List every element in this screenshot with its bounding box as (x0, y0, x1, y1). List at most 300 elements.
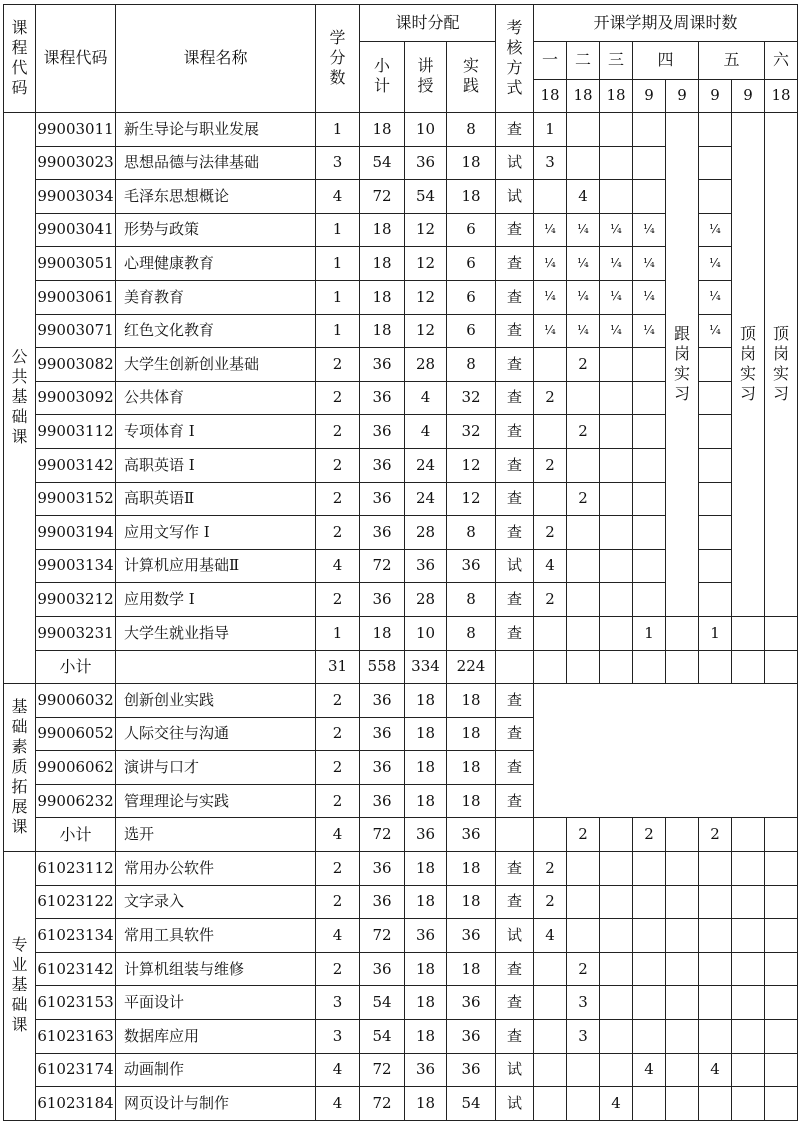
weeks-cell: 9 (633, 80, 666, 113)
course-code: 99003023 (36, 146, 116, 180)
semester-3-hours: ¼ (600, 247, 633, 281)
hours-practice: 12 (447, 482, 496, 516)
semester-5b-hours (732, 852, 765, 886)
section-label-public (4, 113, 36, 684)
semester-4b-hours (666, 885, 699, 919)
hours-lecture: 36 (405, 919, 447, 953)
semester-5a-hours: ¼ (699, 213, 732, 247)
hours-total: 18 (360, 213, 405, 247)
semester-4a-hours: ¼ (633, 280, 666, 314)
exam-type: 查 (496, 784, 534, 818)
hours-lecture: 18 (405, 852, 447, 886)
hours-total: 36 (360, 684, 405, 718)
header-name: 课程名称 (116, 5, 316, 113)
semester-2-hours: ¼ (567, 247, 600, 281)
semester-3-hours (600, 583, 633, 617)
course-name: 应用文写作 Ⅰ (116, 516, 316, 550)
section-label-major-text: 专业基础课 (11, 935, 28, 1035)
exam-type: 试 (496, 549, 534, 583)
hours-total: 36 (360, 751, 405, 785)
semester-2-hours: 2 (567, 482, 600, 516)
semester-3-hours (600, 919, 633, 953)
course-code: 61023142 (36, 952, 116, 986)
semester-4a-hours (633, 885, 666, 919)
hours-total: 36 (360, 516, 405, 550)
semester-6-hours (765, 1053, 798, 1087)
semester-2-hours (567, 146, 600, 180)
semester-4a-hours (633, 180, 666, 214)
semester-4a-hours (633, 146, 666, 180)
hours-practice: 36 (447, 549, 496, 583)
semester-5a-hours (699, 885, 732, 919)
hours-practice: 6 (447, 314, 496, 348)
header-exam: 考核方式 (496, 5, 534, 113)
course-name: 应用数学 Ⅰ (116, 583, 316, 617)
exam-type: 查 (496, 381, 534, 415)
semester-3-hours (600, 1053, 633, 1087)
semester-3-hours (600, 180, 633, 214)
hours-total: 36 (360, 381, 405, 415)
credits: 2 (316, 717, 360, 751)
course-name: 计算机应用基础Ⅱ (116, 549, 316, 583)
header-row-1 (4, 5, 798, 42)
hours-total: 72 (360, 180, 405, 214)
subtotal-semester-cell (633, 650, 666, 684)
hours-lecture: 28 (405, 516, 447, 550)
hours-total: 72 (360, 549, 405, 583)
subtotal-hours-lecture: 334 (405, 650, 447, 684)
exam-type: 查 (496, 348, 534, 382)
hours-practice: 8 (447, 113, 496, 147)
curriculum-table (3, 4, 798, 1121)
semester-4b-hours (666, 952, 699, 986)
hours-lecture: 10 (405, 113, 447, 147)
semester-5a-hours (699, 482, 732, 516)
course-name: 心理健康教育 (116, 247, 316, 281)
hours-practice: 8 (447, 516, 496, 550)
credits: 2 (316, 885, 360, 919)
semester-hours-s1 (534, 616, 567, 650)
course-code: 99003142 (36, 448, 116, 482)
exam-type: 试 (496, 1087, 534, 1121)
semester-4b-hours (666, 1053, 699, 1087)
course-name: 高职英语 Ⅰ (116, 448, 316, 482)
semester-3-hours (600, 1020, 633, 1054)
semester-1-hours (534, 180, 567, 214)
table-row (4, 952, 798, 986)
credits: 2 (316, 348, 360, 382)
section-label-quality-text: 基础素质拓展课 (11, 696, 28, 836)
course-code: 99003112 (36, 415, 116, 449)
semester-4b-hours (666, 986, 699, 1020)
hours-total: 36 (360, 482, 405, 516)
weeks-cell: 18 (567, 80, 600, 113)
semester-3-hours (600, 852, 633, 886)
credits: 4 (316, 180, 360, 214)
semester-5a-hours (699, 113, 732, 147)
semester-5b-hours (732, 919, 765, 953)
semester-1-hours: 2 (534, 852, 567, 886)
course-name: 思想品德与法律基础 (116, 146, 316, 180)
table-row (4, 1087, 798, 1121)
hours-lecture: 18 (405, 952, 447, 986)
exam-type: 查 (496, 717, 534, 751)
semester-1-hours: 1 (534, 113, 567, 147)
top-post-internship-6-text: 顶岗实习 (772, 323, 789, 403)
semester-4b-hours (666, 1087, 699, 1121)
semester-6-hours (765, 885, 798, 919)
hours-total: 36 (360, 448, 405, 482)
semester-4a-hours (633, 415, 666, 449)
hours-lecture: 28 (405, 583, 447, 617)
semester-2-hours (567, 583, 600, 617)
subtotal-semester-4b (666, 818, 699, 852)
subtotal-name: 选开 (116, 818, 316, 852)
course-code: 99003194 (36, 516, 116, 550)
hours-practice: 18 (447, 717, 496, 751)
credits: 1 (316, 616, 360, 650)
hours-total: 54 (360, 986, 405, 1020)
subtotal-semester-cell (732, 650, 765, 684)
course-code: 99003041 (36, 213, 116, 247)
semester-1-hours: 4 (534, 549, 567, 583)
header-group-col: 课程代码 (4, 5, 36, 113)
course-name: 大学生就业指导 (116, 616, 316, 650)
exam-type: 查 (496, 616, 534, 650)
semester-hours-s2 (567, 616, 600, 650)
semester-4a-hours (633, 919, 666, 953)
credits: 1 (316, 314, 360, 348)
semester-3-hours: 4 (600, 1087, 633, 1121)
hours-practice: 18 (447, 146, 496, 180)
table-row (4, 919, 798, 953)
semester-2-hours: 2 (567, 348, 600, 382)
exam-type: 查 (496, 448, 534, 482)
semester-1-hours: 2 (534, 583, 567, 617)
credits: 1 (316, 113, 360, 147)
subtotal-label: 小计 (36, 650, 116, 684)
header-hours: 课时分配 (360, 5, 496, 42)
semester-3-hours (600, 482, 633, 516)
hours-lecture: 4 (405, 415, 447, 449)
table-row (4, 113, 798, 147)
semester-4a-hours (633, 348, 666, 382)
course-code: 99003034 (36, 180, 116, 214)
credits: 1 (316, 280, 360, 314)
course-name: 人际交往与沟通 (116, 717, 316, 751)
semester-5a-hours (699, 516, 732, 550)
semester-1-hours (534, 952, 567, 986)
semester-5a-hours (699, 583, 732, 617)
semester-1-hours (534, 415, 567, 449)
hours-lecture: 12 (405, 280, 447, 314)
header-hours-lecture: 讲授 (405, 42, 447, 113)
exam-type: 查 (496, 314, 534, 348)
table-row (4, 986, 798, 1020)
hours-practice: 18 (447, 885, 496, 919)
exam-type: 试 (496, 919, 534, 953)
subtotal-semester-1 (534, 818, 567, 852)
subtotal-exam (496, 818, 534, 852)
course-name: 常用工具软件 (116, 919, 316, 953)
semester-5a-hours (699, 952, 732, 986)
course-name: 网页设计与制作 (116, 1087, 316, 1121)
course-name: 创新创业实践 (116, 684, 316, 718)
exam-type: 查 (496, 1020, 534, 1054)
hours-total: 18 (360, 280, 405, 314)
header-credits: 学分数 (316, 5, 360, 113)
hours-total: 18 (360, 616, 405, 650)
credits: 2 (316, 684, 360, 718)
semester-6-hours (765, 1087, 798, 1121)
semester-5a-hours (699, 986, 732, 1020)
hours-lecture: 36 (405, 146, 447, 180)
course-code: 99003152 (36, 482, 116, 516)
exam-type: 查 (496, 516, 534, 550)
semester-6-label: 六 (765, 42, 798, 80)
semester-1-hours: ¼ (534, 314, 567, 348)
exam-type: 查 (496, 415, 534, 449)
exam-type: 试 (496, 146, 534, 180)
weeks-cell: 9 (666, 80, 699, 113)
hours-practice: 6 (447, 247, 496, 281)
semester-5a-hours (699, 852, 732, 886)
subtotal-hours-lecture: 36 (405, 818, 447, 852)
subtotal-label: 小计 (36, 818, 116, 852)
table-row (4, 1020, 798, 1054)
semester-5a-hours (699, 448, 732, 482)
credits: 4 (316, 549, 360, 583)
subtotal-semester-4a: 2 (633, 818, 666, 852)
hours-lecture: 18 (405, 717, 447, 751)
credits: 3 (316, 146, 360, 180)
course-code: 99003061 (36, 280, 116, 314)
hours-practice: 6 (447, 280, 496, 314)
semester-5a-hours (699, 919, 732, 953)
hours-total: 36 (360, 885, 405, 919)
semester-4a-hours (633, 852, 666, 886)
semester-5b-hours (732, 1020, 765, 1054)
semester-2-hours: ¼ (567, 314, 600, 348)
subtotal-semester-cell (666, 650, 699, 684)
semester-4a-hours: ¼ (633, 314, 666, 348)
semester-4a-hours (633, 516, 666, 550)
semester-4a-hours (633, 482, 666, 516)
semester-hours-s5b (732, 616, 765, 650)
credits: 1 (316, 213, 360, 247)
top-post-internship-5-text: 顶岗实习 (739, 323, 756, 403)
course-name: 大学生创新创业基础 (116, 348, 316, 382)
course-code: 99003231 (36, 616, 116, 650)
semester-6-hours (765, 986, 798, 1020)
weeks-cell: 18 (600, 80, 633, 113)
semester-2-label: 二 (567, 42, 600, 80)
semester-2-hours (567, 1053, 600, 1087)
subtotal-credits: 4 (316, 818, 360, 852)
semester-4a-hours (633, 986, 666, 1020)
hours-lecture: 12 (405, 213, 447, 247)
course-name: 文字录入 (116, 885, 316, 919)
semester-5a-hours (699, 348, 732, 382)
semester-5a-hours (699, 146, 732, 180)
semester-4b-hours (666, 852, 699, 886)
semester-2-hours: 3 (567, 986, 600, 1020)
hours-total: 72 (360, 919, 405, 953)
hours-practice: 32 (447, 381, 496, 415)
semester-1-hours (534, 1053, 567, 1087)
credits: 4 (316, 919, 360, 953)
hours-lecture: 18 (405, 986, 447, 1020)
credits: 3 (316, 986, 360, 1020)
subtotal-row (4, 650, 798, 684)
semester-4a-hours (633, 583, 666, 617)
course-code: 99003082 (36, 348, 116, 382)
semester-4a-hours (633, 549, 666, 583)
semester-3-hours (600, 885, 633, 919)
semester-5b-hours (732, 1087, 765, 1121)
course-code: 61023163 (36, 1020, 116, 1054)
semester-6-hours (765, 852, 798, 886)
subtotal-semester-2: 2 (567, 818, 600, 852)
subtotal-hours-total: 72 (360, 818, 405, 852)
semester-2-hours (567, 885, 600, 919)
semester-hours-s3 (600, 616, 633, 650)
table-row (4, 684, 798, 718)
table-row (4, 885, 798, 919)
semester-5a-hours (699, 1020, 732, 1054)
semester-3-hours (600, 113, 633, 147)
semester-1-hours (534, 348, 567, 382)
hours-practice: 18 (447, 852, 496, 886)
hours-lecture: 24 (405, 482, 447, 516)
semester-2-hours: 3 (567, 1020, 600, 1054)
semester-2-hours: 4 (567, 180, 600, 214)
subtotal-semester-5a: 2 (699, 818, 732, 852)
subtotal-name (116, 650, 316, 684)
hours-lecture: 18 (405, 784, 447, 818)
hours-practice: 18 (447, 751, 496, 785)
semester-3-hours (600, 381, 633, 415)
weeks-cell: 18 (765, 80, 798, 113)
hours-total: 36 (360, 348, 405, 382)
semester-5-label: 五 (699, 42, 765, 80)
subtotal-semester-cell (534, 650, 567, 684)
hours-total: 36 (360, 717, 405, 751)
exam-type: 查 (496, 247, 534, 281)
course-code: 99003134 (36, 549, 116, 583)
weeks-cell: 9 (699, 80, 732, 113)
header-code: 课程代码 (36, 5, 116, 113)
credits: 1 (316, 247, 360, 281)
hours-practice: 6 (447, 213, 496, 247)
hours-total: 54 (360, 1020, 405, 1054)
semester-5b-hours (732, 986, 765, 1020)
exam-type: 查 (496, 885, 534, 919)
exam-type: 查 (496, 952, 534, 986)
hours-practice: 18 (447, 180, 496, 214)
hours-practice: 12 (447, 448, 496, 482)
hours-lecture: 18 (405, 751, 447, 785)
semester-hours-s4a: 1 (633, 616, 666, 650)
table-body (4, 5, 798, 1121)
semester-3-hours (600, 448, 633, 482)
semester-4b-hours (666, 919, 699, 953)
semester-1-hours: 2 (534, 448, 567, 482)
exam-type: 查 (496, 986, 534, 1020)
hours-total: 72 (360, 1053, 405, 1087)
hours-practice: 36 (447, 986, 496, 1020)
course-code: 99006232 (36, 784, 116, 818)
semester-5a-hours (699, 1087, 732, 1121)
weeks-cell: 18 (534, 80, 567, 113)
course-code: 99003212 (36, 583, 116, 617)
semester-2-hours: 2 (567, 415, 600, 449)
semester-hours-s6 (765, 616, 798, 650)
semester-2-hours (567, 516, 600, 550)
semester-2-hours (567, 1087, 600, 1121)
weeks-cell: 9 (732, 80, 765, 113)
credits: 4 (316, 1087, 360, 1121)
subtotal-semester-6 (765, 818, 798, 852)
course-code: 61023122 (36, 885, 116, 919)
exam-type: 查 (496, 280, 534, 314)
course-code: 61023184 (36, 1087, 116, 1121)
semester-3-hours: ¼ (600, 280, 633, 314)
course-code: 99003092 (36, 381, 116, 415)
semester-hours-s5a: 1 (699, 616, 732, 650)
table-row (4, 852, 798, 886)
course-code: 61023112 (36, 852, 116, 886)
semester-1-hours: 3 (534, 146, 567, 180)
course-code: 61023153 (36, 986, 116, 1020)
semester-5a-hours: 4 (699, 1053, 732, 1087)
hours-practice: 54 (447, 1087, 496, 1121)
hours-total: 18 (360, 314, 405, 348)
hours-total: 36 (360, 784, 405, 818)
course-name: 动画制作 (116, 1053, 316, 1087)
hours-practice: 8 (447, 348, 496, 382)
credits: 2 (316, 751, 360, 785)
section-label-quality (4, 684, 36, 852)
semester-2-hours (567, 113, 600, 147)
semester-2-hours (567, 381, 600, 415)
course-name: 演讲与口才 (116, 751, 316, 785)
semester-6-hours (765, 952, 798, 986)
section-label-major (4, 852, 36, 1121)
course-name: 平面设计 (116, 986, 316, 1020)
semester-1-hours: ¼ (534, 280, 567, 314)
semester-3-hours (600, 516, 633, 550)
hours-total: 36 (360, 583, 405, 617)
course-name: 红色文化教育 (116, 314, 316, 348)
credits: 2 (316, 448, 360, 482)
follow-post-internship-text: 跟岗实习 (673, 323, 690, 403)
hours-total: 18 (360, 247, 405, 281)
hours-lecture: 24 (405, 448, 447, 482)
follow-post-internship (666, 113, 699, 617)
subtotal-row (4, 818, 798, 852)
semester-5a-hours: ¼ (699, 247, 732, 281)
semester-4a-hours (633, 448, 666, 482)
hours-practice: 8 (447, 616, 496, 650)
hours-total: 36 (360, 415, 405, 449)
credits: 2 (316, 415, 360, 449)
credits: 2 (316, 381, 360, 415)
hours-lecture: 36 (405, 549, 447, 583)
subtotal-semester-cell (567, 650, 600, 684)
credits: 4 (316, 1053, 360, 1087)
course-name: 常用办公软件 (116, 852, 316, 886)
